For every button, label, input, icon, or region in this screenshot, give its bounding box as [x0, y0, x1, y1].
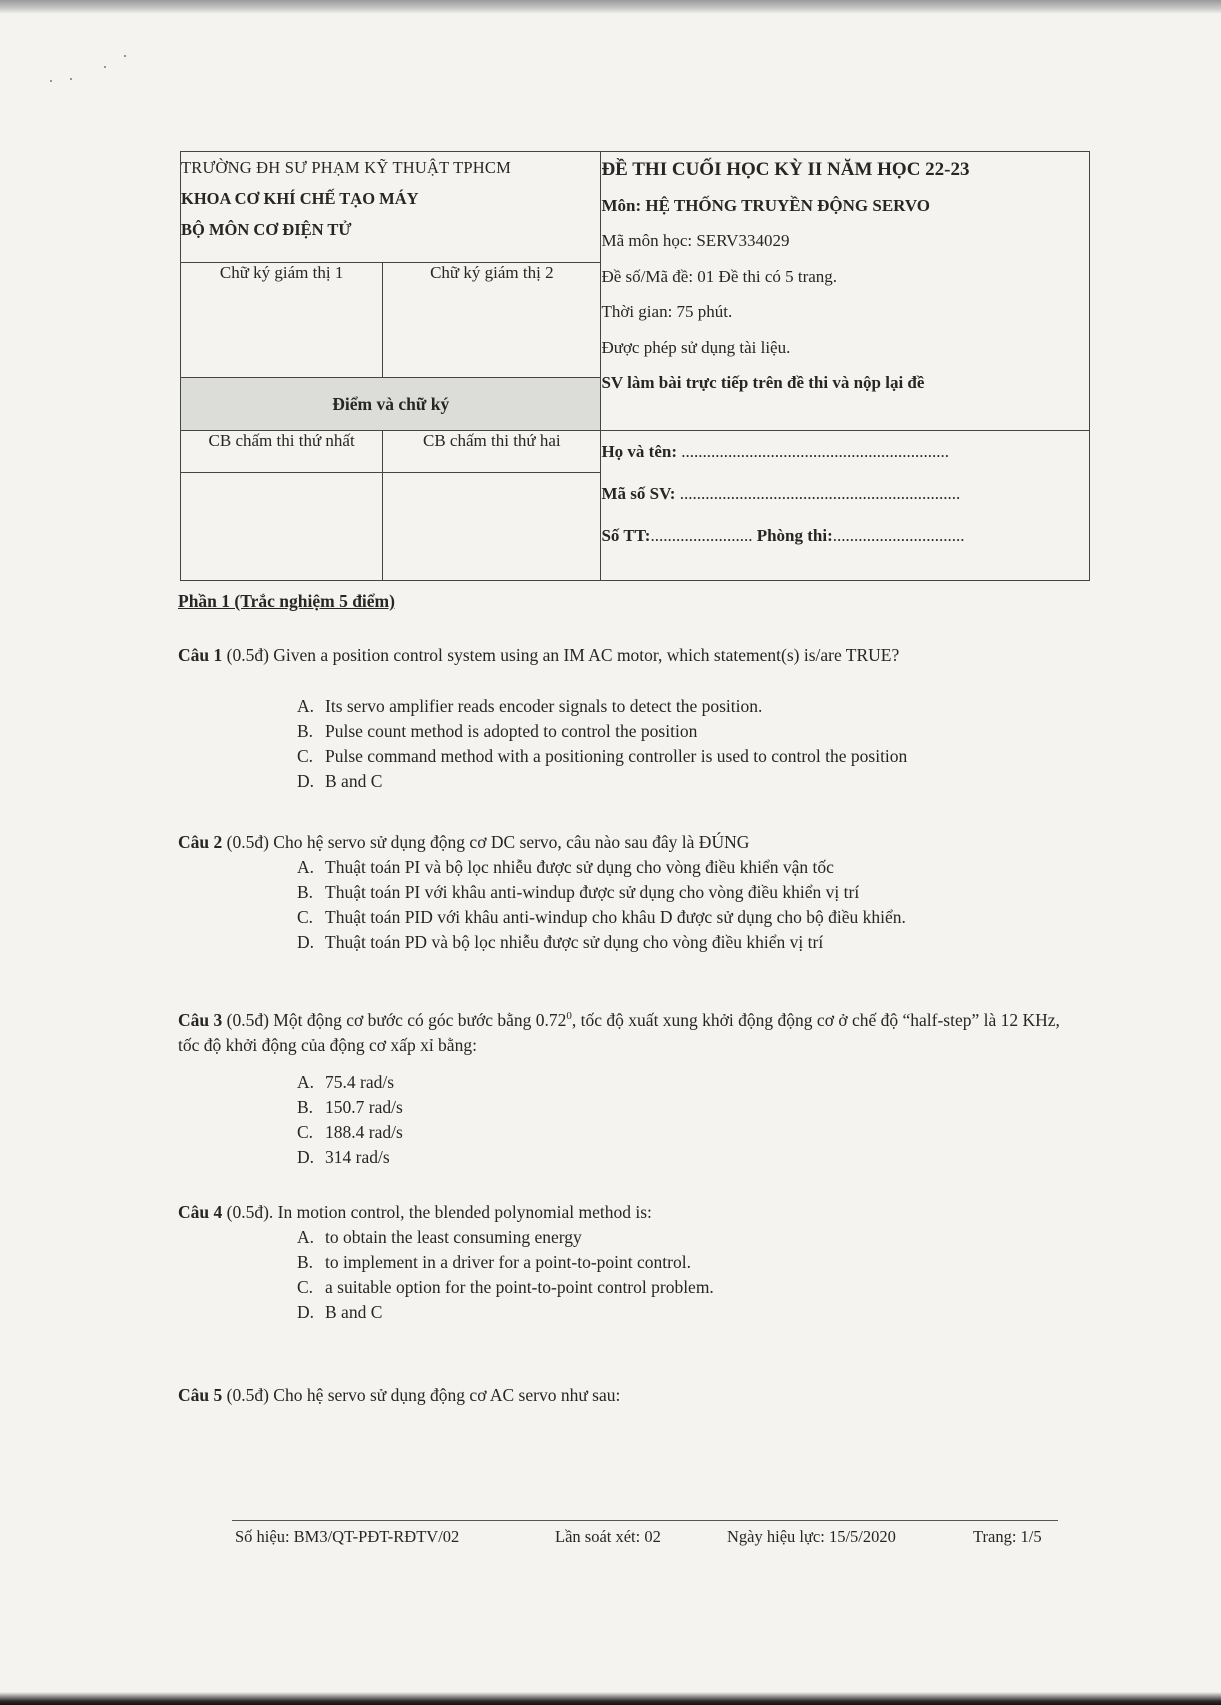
grader1-signature-box: [181, 473, 383, 581]
exam-title: ĐỀ THI CUỐI HỌC KỲ II NĂM HỌC 22-23: [601, 159, 970, 180]
option-key: D.: [297, 932, 315, 952]
option-a[interactable]: [297, 694, 907, 719]
question-2: [178, 830, 1060, 855]
option-text: Its servo amplifier reads encoder signals to detect the position.: [325, 696, 763, 716]
option-text: 150.7 rad/s: [325, 1097, 403, 1117]
proctor2-signature: Chữ ký giám thị 2: [383, 262, 601, 377]
student-name-dots: ...............................................................: [681, 442, 949, 462]
student-name-label: Họ và tên:: [601, 442, 677, 462]
proctor1-signature: Chữ ký giám thị 1: [181, 262, 383, 377]
stt-dots: ........................: [650, 526, 753, 546]
question-4: [178, 1200, 1060, 1225]
option-key: C.: [297, 1122, 314, 1142]
option-b[interactable]: [297, 1095, 403, 1120]
option-key: B.: [297, 721, 314, 741]
question-text-cont: , tốc độ xuất xung khởi động động cơ ở chế độ “half-step” là 12 KHz, tốc độ khởi động của động cơ xấp xỉ bằng:: [178, 1010, 1060, 1055]
question-label: Câu 5: [178, 1385, 223, 1405]
student-name-field[interactable]: [601, 431, 1089, 473]
option-key: B.: [297, 1252, 314, 1272]
option-text: 75.4 rad/s: [325, 1072, 395, 1092]
school-name: TRƯỜNG ĐH SƯ PHẠM KỸ THUẬT TPHCM: [181, 158, 511, 177]
option-b[interactable]: [297, 719, 907, 744]
option-d[interactable]: [297, 769, 907, 794]
option-c[interactable]: [297, 1275, 714, 1300]
exam-instruction: SV làm bài trực tiếp trên đề thi và nộp lại đề: [601, 373, 925, 392]
question-text: (0.5đ) Cho hệ servo sử dụng động cơ DC servo, câu nào sau đây là ĐÚNG: [222, 832, 750, 852]
student-id-field[interactable]: [601, 473, 1089, 515]
option-text: Pulse count method is adopted to control the position: [325, 721, 698, 741]
exam-code: Mã môn học: SERV334029: [601, 231, 790, 250]
scan-speck: [104, 66, 106, 68]
footer-revision: Lần soát xét: 02: [555, 1527, 661, 1546]
option-text: 314 rad/s: [325, 1147, 390, 1167]
scan-speck: [70, 78, 72, 80]
option-key: D.: [297, 1302, 315, 1322]
student-seat-field[interactable]: [601, 515, 1089, 557]
question-label: Câu 1: [178, 645, 223, 665]
option-text: B and C: [325, 1302, 383, 1322]
option-c[interactable]: [297, 905, 906, 930]
exam-materials: Được phép sử dụng tài liệu.: [601, 337, 791, 357]
student-info: [601, 431, 1090, 581]
option-text: Thuật toán PD và bộ lọc nhiễu được sử dụng cho vòng điều khiển vị trí: [325, 932, 824, 952]
question-label: Câu 3: [178, 1010, 223, 1030]
question-text: (0.5đ) Given a position control system using an IM AC motor, which statement(s) is/are TRUE?: [222, 645, 900, 665]
scan-speck: [124, 55, 126, 57]
exam-header-table: [180, 151, 1090, 581]
question-5: [178, 1383, 1060, 1408]
question-2-options: [297, 855, 906, 955]
student-id-dots: ..................................................................: [679, 484, 961, 504]
scan-shadow-bottom: [0, 1692, 1221, 1705]
question-label: Câu 4: [178, 1202, 223, 1222]
exam-time: Thời gian: 75 phút.: [601, 302, 733, 321]
option-key: A.: [297, 1227, 315, 1247]
room-label: Phòng thi:: [756, 526, 833, 546]
option-b[interactable]: [297, 880, 906, 905]
footer-effective-date: Ngày hiệu lực: 15/5/2020: [727, 1527, 896, 1546]
question-4-options: [297, 1225, 714, 1325]
option-a[interactable]: [297, 1225, 714, 1250]
student-id-label: Mã số SV:: [601, 484, 676, 504]
part1-heading: Phần 1 (Trắc nghiệm 5 điểm): [178, 591, 395, 611]
grader2-label: CB chấm thi thứ hai: [383, 431, 601, 473]
footer-divider: [232, 1520, 1058, 1521]
option-key: C.: [297, 746, 314, 766]
question-1-options: [297, 694, 907, 794]
option-key: D.: [297, 1147, 315, 1167]
option-text: Pulse command method with a positioning controller is used to control the position: [325, 746, 908, 766]
option-a[interactable]: [297, 1070, 403, 1095]
option-d[interactable]: [297, 1145, 403, 1170]
option-b[interactable]: [297, 1250, 714, 1275]
question-text: (0.5đ) Một động cơ bước có góc bước bằng 0.72: [222, 1010, 567, 1030]
option-key: A.: [297, 1072, 315, 1092]
degree-superscript: 0: [566, 1010, 572, 1023]
question-3: [178, 1008, 1060, 1058]
scan-speck: [50, 80, 52, 82]
score-label: Điểm và chữ ký: [181, 378, 601, 431]
grader2-signature-box: [383, 473, 601, 581]
option-text: Thuật toán PI và bộ lọc nhiễu được sử dụng cho vòng điều khiển vận tốc: [325, 857, 834, 877]
option-key: A.: [297, 857, 315, 877]
question-text: (0.5đ) Cho hệ servo sử dụng động cơ AC servo như sau:: [222, 1385, 621, 1405]
stt-label: Số TT:: [601, 526, 651, 546]
scan-shadow-top: [0, 0, 1221, 14]
question-text: (0.5đ). In motion control, the blended polynomial method is:: [222, 1202, 652, 1222]
option-c[interactable]: [297, 1120, 403, 1145]
option-text: a suitable option for the point-to-point control problem.: [325, 1277, 714, 1297]
exam-number: Đề số/Mã đề: 01 Đề thi có 5 trang.: [601, 266, 838, 286]
option-d[interactable]: [297, 930, 906, 955]
option-key: B.: [297, 1097, 314, 1117]
option-key: C.: [297, 907, 314, 927]
option-text: B and C: [325, 771, 383, 791]
option-c[interactable]: [297, 744, 907, 769]
option-text: to obtain the least consuming energy: [325, 1227, 582, 1247]
question-label: Câu 2: [178, 832, 223, 852]
exam-subject: Môn: HỆ THỐNG TRUYỀN ĐỘNG SERVO: [601, 195, 931, 215]
footer-doc-number: Số hiệu: BM3/QT-PĐT-RĐTV/02: [235, 1527, 460, 1546]
school-info: [181, 152, 601, 263]
option-a[interactable]: [297, 855, 906, 880]
option-key: D.: [297, 771, 315, 791]
exam-info: [601, 152, 1090, 431]
option-key: B.: [297, 882, 314, 902]
option-key: A.: [297, 696, 315, 716]
option-key: C.: [297, 1277, 314, 1297]
question-1: [178, 643, 1060, 668]
option-text: Thuật toán PI với khâu anti-windup được sử dụng cho vòng điều khiển vị trí: [325, 882, 860, 902]
option-d[interactable]: [297, 1300, 714, 1325]
option-text: to implement in a driver for a point-to-point control.: [325, 1252, 691, 1272]
room-dots: ...............................: [832, 526, 965, 546]
option-text: Thuật toán PID với khâu anti-windup cho khâu D được sử dụng cho bộ điều khiển.: [325, 907, 906, 927]
footer-page-number: Trang: 1/5: [973, 1527, 1042, 1546]
question-3-options: [297, 1070, 403, 1170]
option-text: 188.4 rad/s: [325, 1122, 403, 1142]
grader1-label: CB chấm thi thứ nhất: [181, 431, 383, 473]
department-name: BỘ MÔN CƠ ĐIỆN TỬ: [181, 220, 352, 239]
faculty-name: KHOA CƠ KHÍ CHẾ TẠO MÁY: [181, 189, 419, 208]
